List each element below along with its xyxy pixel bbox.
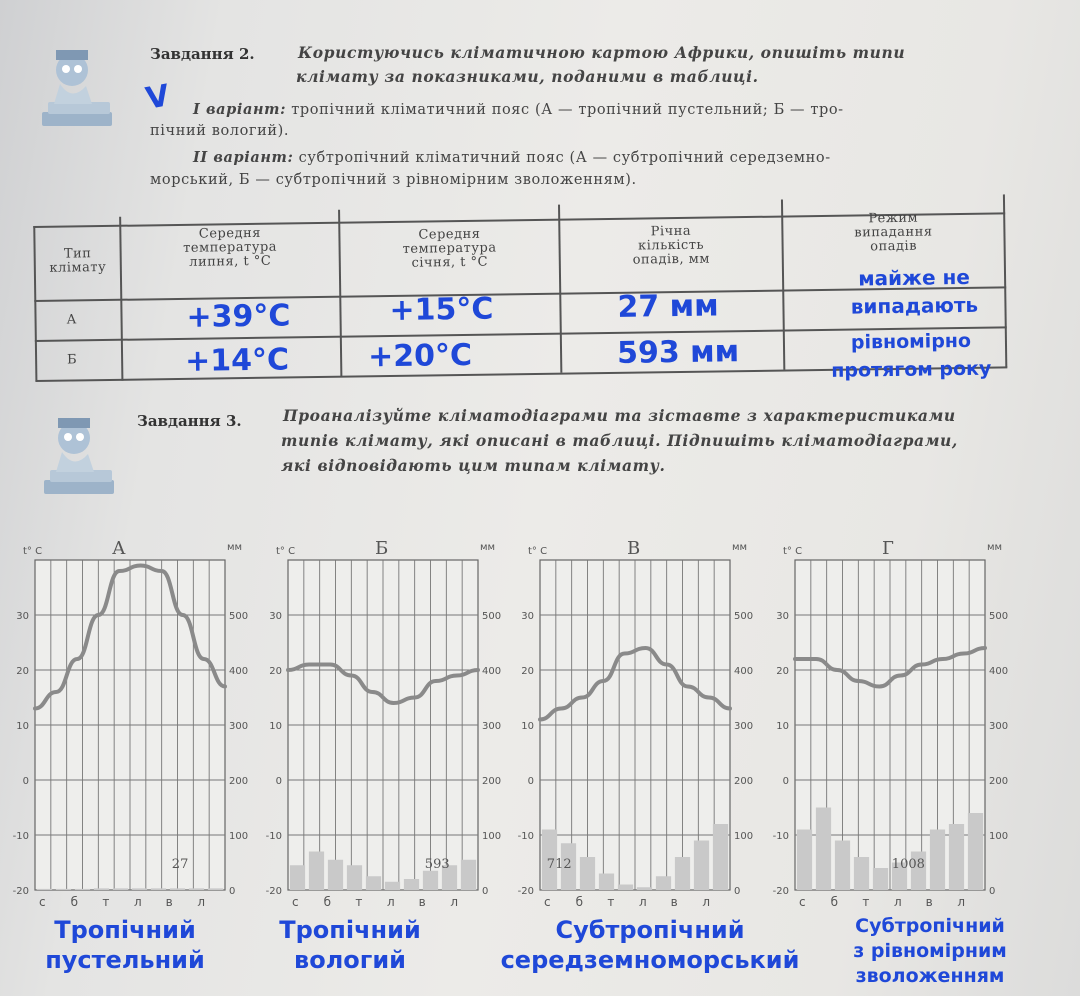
- t-tick-label: 30: [16, 611, 29, 622]
- precip-bar: [694, 841, 709, 891]
- t-tick-label: -10: [265, 831, 282, 842]
- month-label: т: [102, 895, 110, 909]
- p-tick-label: 500: [734, 611, 754, 622]
- p-tick-label: 400: [482, 666, 502, 677]
- month-label: л: [957, 895, 966, 909]
- p-tick-label: 500: [482, 611, 502, 622]
- row-a-january: +15°C: [389, 291, 494, 329]
- precip-bar: [835, 841, 850, 891]
- precip-bar: [949, 824, 964, 890]
- month-label: л: [387, 895, 395, 909]
- month-label: л: [450, 895, 459, 909]
- climate-diagrams: [0, 520, 1080, 996]
- t-unit-label: t° C: [23, 546, 43, 557]
- precip-bar: [385, 882, 400, 890]
- month-label: с: [799, 895, 806, 909]
- annual-precip-label: 1008: [891, 857, 925, 872]
- row-a-july: +39°C: [186, 298, 291, 335]
- precip-bar: [816, 808, 831, 891]
- chart-caption-line: пустельний: [45, 946, 205, 974]
- t-tick-label: -20: [517, 886, 534, 897]
- t-tick-label: 0: [782, 776, 789, 787]
- p-tick-label: 400: [989, 666, 1009, 677]
- t-tick-label: -10: [12, 831, 29, 842]
- precip-bar: [873, 868, 888, 890]
- month-label: л: [702, 895, 711, 909]
- t-tick-label: 30: [776, 611, 789, 622]
- t-tick-label: 30: [269, 611, 282, 622]
- task3-line2: типів клімату, які описані в таблиці. Підпишіть кліматодіаграми,: [281, 431, 958, 450]
- p-tick-label: 500: [989, 611, 1009, 622]
- precip-bar: [208, 888, 223, 890]
- header-july-temp: Середня температура липня, t °C: [183, 225, 278, 270]
- p-tick-label: 0: [734, 886, 741, 897]
- t-tick-label: 0: [527, 776, 534, 787]
- month-label: б: [323, 895, 332, 909]
- precip-bar: [461, 860, 476, 890]
- precip-bar: [930, 830, 945, 891]
- chart-letter: Б: [375, 538, 389, 559]
- variant1-line1: [193, 101, 844, 118]
- precip-bar: [37, 889, 52, 890]
- p-tick-label: 500: [229, 611, 249, 622]
- t-tick-label: 0: [22, 776, 29, 787]
- precip-bar: [189, 888, 204, 890]
- row-b-regime: рівномірно протягом року: [831, 329, 992, 382]
- chart-caption-line: середземноморський: [500, 946, 800, 974]
- p-tick-label: 100: [989, 831, 1009, 842]
- variant1-text: тропічний кліматичний пояс (А — тропічний пустельний; Б — тро-: [286, 102, 844, 118]
- variant1-line2: пічний вологий).: [150, 123, 290, 139]
- row-a-regime: майже не випадають: [850, 264, 979, 319]
- row-a-label: А: [66, 312, 77, 328]
- p-tick-label: 0: [229, 886, 236, 897]
- precip-bar: [347, 865, 362, 890]
- p-unit-label: мм: [480, 542, 496, 553]
- chart-letter: А: [112, 538, 126, 559]
- t-tick-label: 30: [521, 611, 534, 622]
- p-tick-label: 200: [734, 776, 754, 787]
- t-tick-label: -20: [772, 886, 789, 897]
- precip-bar: [132, 888, 147, 890]
- t-tick-label: 10: [16, 721, 29, 732]
- precip-bar: [854, 857, 869, 890]
- header-precipitation: Річна кількість опадів, мм: [632, 223, 710, 268]
- precip-bar: [290, 865, 305, 890]
- precip-bar: [170, 888, 185, 890]
- chart-caption-line: Субтропічний: [555, 916, 745, 944]
- header-regime: Режим випадання опадів: [854, 210, 933, 255]
- annual-precip-label: 712: [546, 857, 572, 872]
- chart-caption-line: вологий: [294, 946, 406, 974]
- task3-label: Завдання 3.: [137, 412, 242, 430]
- precip-bar: [675, 857, 690, 890]
- precip-bar: [797, 830, 812, 891]
- precip-bar: [637, 887, 652, 890]
- t-unit-label: t° C: [276, 546, 296, 557]
- p-tick-label: 200: [482, 776, 502, 787]
- month-label: в: [165, 895, 173, 909]
- task3-line3: які відповідають цим типам клімату.: [281, 456, 666, 475]
- p-tick-label: 300: [482, 721, 502, 732]
- variant2-label: II варіант:: [193, 149, 294, 166]
- precip-bar: [656, 876, 671, 890]
- month-label: л: [639, 895, 647, 909]
- t-tick-label: -20: [12, 886, 29, 897]
- p-unit-label: мм: [987, 542, 1003, 553]
- p-tick-label: 100: [734, 831, 754, 842]
- variant2-line2: морський, Б — субтропічний з рівномірним зволоженням).: [150, 172, 637, 188]
- p-tick-label: 300: [229, 721, 249, 732]
- p-tick-label: 100: [229, 831, 249, 842]
- climate-table: [33, 194, 1007, 380]
- t-tick-label: 20: [776, 666, 789, 677]
- t-tick-label: 0: [275, 776, 282, 787]
- t-tick-label: -10: [772, 831, 789, 842]
- book-student-icon-2: [22, 410, 132, 510]
- month-label: т: [355, 895, 363, 909]
- row-b-label: Б: [67, 352, 77, 368]
- month-label: в: [925, 895, 933, 909]
- month-label: т: [607, 895, 615, 909]
- precip-bar: [309, 852, 324, 891]
- t-tick-label: 10: [776, 721, 789, 732]
- chart-caption-line: Тропічний: [279, 916, 421, 944]
- month-label: б: [575, 895, 584, 909]
- p-tick-label: 300: [734, 721, 754, 732]
- t-tick-label: 20: [521, 666, 534, 677]
- p-tick-label: 0: [482, 886, 489, 897]
- row-b-precip: 593 мм: [616, 334, 740, 371]
- chart-letter: В: [627, 538, 641, 559]
- precip-bar: [968, 813, 983, 890]
- t-tick-label: 20: [16, 666, 29, 677]
- checkmark: V: [143, 78, 173, 117]
- month-label: л: [134, 895, 142, 909]
- month-label: с: [544, 895, 551, 909]
- precip-bar: [618, 885, 633, 891]
- task2-title-line2: клімату за показниками, поданими в таблиці.: [296, 67, 759, 86]
- precip-bar: [404, 879, 419, 890]
- t-tick-label: 20: [269, 666, 282, 677]
- variant1-label: I варіант:: [193, 101, 287, 118]
- precip-bar: [94, 888, 109, 890]
- precip-bar: [423, 871, 438, 890]
- precip-bar: [75, 889, 90, 890]
- p-tick-label: 400: [734, 666, 754, 677]
- chart-caption-line: з рівномірним: [853, 940, 1007, 962]
- header-climate-type: Тип клімату: [49, 246, 107, 276]
- month-label: в: [418, 895, 426, 909]
- p-unit-label: мм: [227, 542, 243, 553]
- chart-caption-line: Субтропічний: [855, 915, 1005, 937]
- chart-caption-line: зволоженням: [855, 965, 1005, 987]
- precip-bar: [56, 889, 71, 890]
- chart-letter: Г: [882, 538, 894, 559]
- precip-bar: [599, 874, 614, 891]
- task2-title-line1: Користуючись кліматичною картою Африки, опишіть типи: [298, 43, 906, 62]
- month-label: л: [894, 895, 902, 909]
- precip-bar: [328, 860, 343, 890]
- row-a-precip: 27 мм: [617, 288, 719, 325]
- p-tick-label: 200: [229, 776, 249, 787]
- row-b-july: +14°C: [184, 342, 290, 379]
- p-tick-label: 100: [482, 831, 502, 842]
- precip-bar: [113, 888, 128, 890]
- month-label: т: [862, 895, 870, 909]
- month-label: б: [70, 895, 79, 909]
- chart-caption-line: Тропічний: [54, 916, 196, 944]
- t-unit-label: t° C: [528, 546, 548, 557]
- t-tick-label: 10: [269, 721, 282, 732]
- t-tick-label: 10: [521, 721, 534, 732]
- t-unit-label: t° C: [783, 546, 803, 557]
- month-label: б: [830, 895, 839, 909]
- p-tick-label: 200: [989, 776, 1009, 787]
- t-tick-label: -10: [517, 831, 534, 842]
- p-unit-label: мм: [732, 542, 748, 553]
- month-label: с: [292, 895, 299, 909]
- book-student-icon: [20, 42, 130, 142]
- task3-line1: Проаналізуйте кліматодіаграми та зіставте з характеристиками: [283, 406, 956, 425]
- month-label: с: [39, 895, 46, 909]
- month-label: в: [670, 895, 678, 909]
- annual-precip-label: 27: [171, 857, 189, 872]
- variant2-text: субтропічний кліматичний пояс (А — субтропічний середземно-: [293, 150, 831, 166]
- p-tick-label: 0: [989, 886, 996, 897]
- month-label: л: [197, 895, 206, 909]
- precip-bar: [713, 824, 728, 890]
- task2-label: Завдання 2.: [150, 45, 255, 63]
- p-tick-label: 400: [229, 666, 249, 677]
- precip-bar: [366, 876, 381, 890]
- precip-bar: [580, 857, 595, 890]
- variant2-line1: [193, 149, 831, 166]
- annual-precip-label: 593: [424, 857, 450, 872]
- p-tick-label: 300: [989, 721, 1009, 732]
- precip-bar: [151, 888, 166, 890]
- row-b-january: +20°C: [367, 337, 473, 375]
- t-tick-label: -20: [265, 886, 282, 897]
- header-january-temp: Середня температура січня, t °C: [402, 226, 497, 271]
